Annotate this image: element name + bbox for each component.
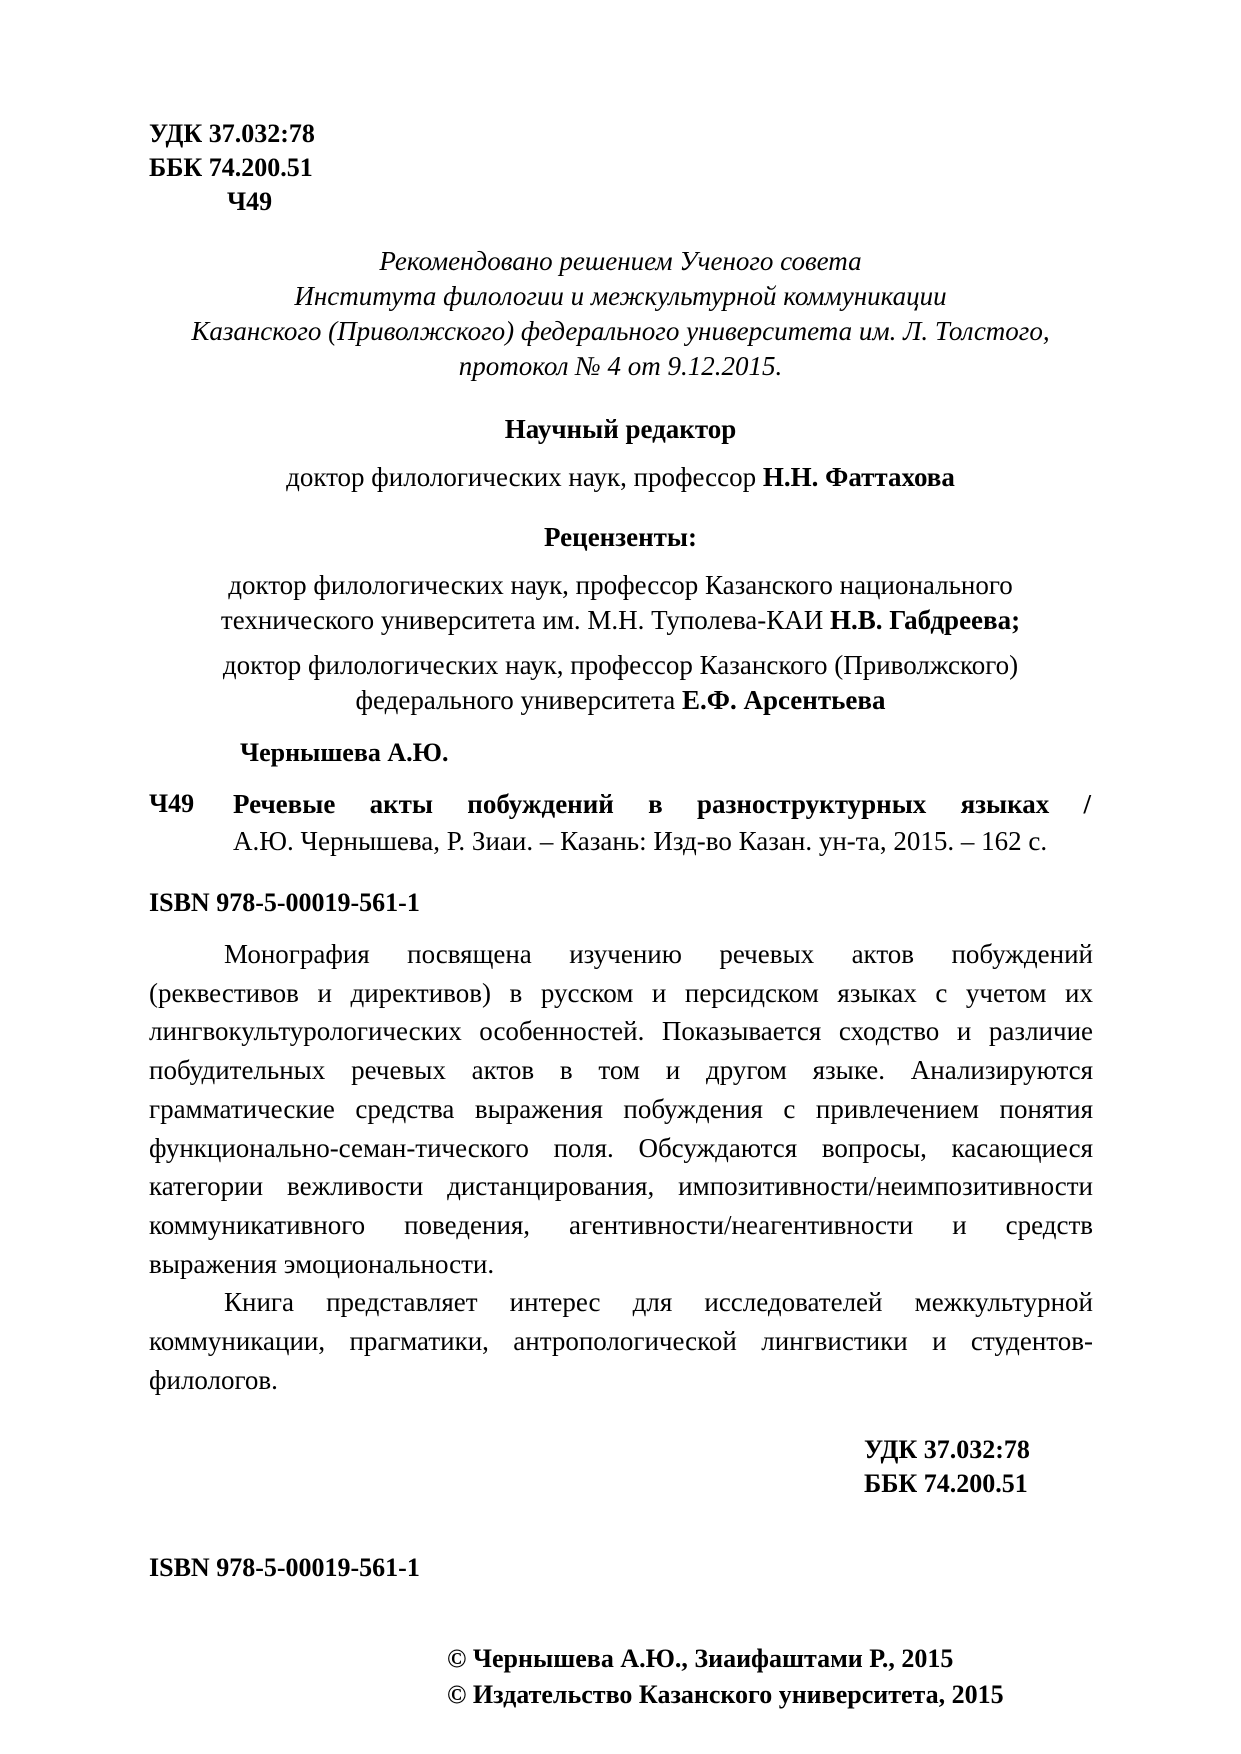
editor-name: Н.Н. Фаттахова [762, 462, 955, 492]
classification-codes-top [149, 117, 315, 219]
recommendation-line: Института филологии и межкультурной коммуникации [294, 281, 947, 311]
recommendation-line: Казанского (Приволжского) федерального университета им. Л. Толстого, [191, 316, 1050, 346]
bbk-code-bottom: ББК 74.200.51 [864, 1469, 1028, 1498]
reviewer-2-name: Е.Ф. Арсентьева [682, 685, 886, 715]
reviewer-1-line-2 [0, 602, 1241, 638]
copyright-block [447, 1641, 1004, 1713]
recommendation-line: Рекомендовано решением Ученого совета [379, 246, 862, 276]
udk-code-bottom: УДК 37.032:78 [864, 1435, 1030, 1464]
catalog-code: Ч49 [149, 789, 195, 818]
bbk-code: ББК 74.200.51 [149, 153, 313, 182]
catalog-author: Чернышева А.Ю. [240, 738, 449, 767]
udk-code: УДК 37.032:78 [149, 119, 315, 148]
recommendation-block [0, 244, 1241, 384]
isbn-bottom: ISBN 978-5-00019-561-1 [149, 1553, 420, 1582]
recommendation-line: протокол № 4 от 9.12.2015. [458, 351, 783, 381]
reviewer-1-name: Н.В. Габдреева; [830, 605, 1021, 635]
editor-line [0, 459, 1241, 495]
catalog-publication-info: А.Ю. Чернышева, Р. Зиаи. – Казань: Изд-во Казан. ун-та, 2015. – 162 с. [233, 826, 1048, 856]
abstract [149, 935, 1093, 1399]
classification-codes-bottom [864, 1433, 1030, 1501]
reviewer-1-line-1: доктор филологических наук, профессор Казанского национального [228, 570, 1013, 600]
editor-credentials: доктор филологических наук, профессор [286, 462, 763, 492]
copyright-authors: © Чернышева А.Ю., Зиаифаштами Р., 2015 [447, 1644, 954, 1673]
abstract-paragraph-2: Книга представляет интерес для исследователей межкультурной коммуникации, прагматики, антропологической лингвистики и студентов-филологов. [149, 1287, 1093, 1395]
catalog-title: Речевые акты побуждений в разноструктурных языках / [233, 789, 1092, 819]
reviewer-1-affiliation: технического университета им. М.Н. Туполева-КАИ [220, 605, 830, 635]
isbn: ISBN 978-5-00019-561-1 [149, 888, 420, 917]
reviewers-heading: Рецензенты: [544, 522, 697, 552]
reviewer-2-line-2 [0, 682, 1241, 718]
reviewer-2-affiliation: федерального университета [355, 685, 683, 715]
copyright-publisher: © Издательство Казанского университета, 2015 [447, 1680, 1004, 1709]
reviewer-2-line-1: доктор филологических наук, профессор Казанского (Приволжского) [222, 650, 1019, 680]
editor-heading: Научный редактор [504, 414, 737, 444]
abstract-paragraph-1: Монография посвящена изучению речевых актов побуждений (реквестивов и директивов) в русском и персидском языках с учетом их лингвокультурологических особенностей. Показывается сходство и различие побудительных речевых актов в том и другом языке. Анализируются грамматические средства выражения побуждения с привлечением понятия функционально-семан-тического поля. Обсуждаются вопросы, касающиеся категории вежливости дистанцирования, импозитивности/неимпозитивности коммуникативного поведения, агентивности/неагентивности и средств выражения эмоциональности. [149, 939, 1093, 1279]
author-mark: Ч49 [227, 187, 273, 216]
